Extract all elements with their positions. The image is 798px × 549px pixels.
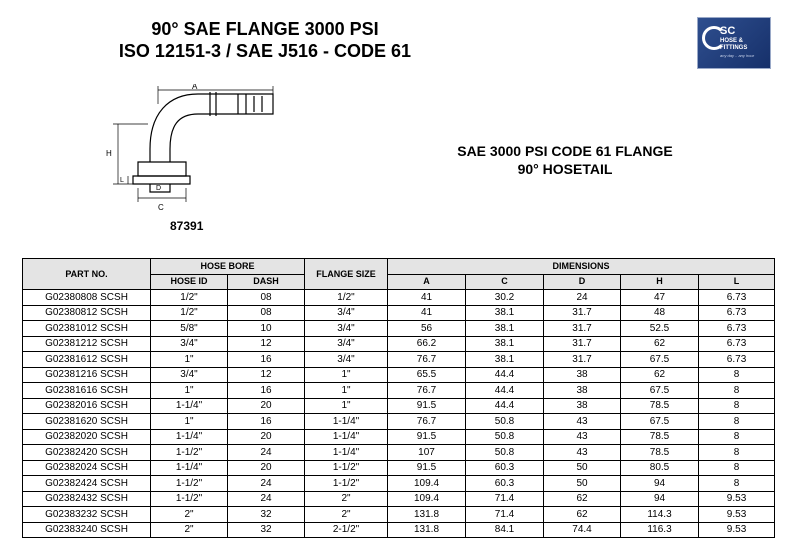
cell-dash: 24 <box>228 491 305 507</box>
cell-dim-d: 62 <box>544 491 621 507</box>
header-a: A <box>388 274 466 290</box>
cell-hose-id: 1-1/2" <box>151 476 228 492</box>
fitting-drawing <box>98 84 298 214</box>
header-flange-size: FLANGE SIZE <box>305 259 388 290</box>
cell-part-no: G02380812 SCSH <box>23 305 151 321</box>
table-row <box>23 414 775 430</box>
cell-dim-d: 62 <box>544 507 621 523</box>
cell-part-no: G02380808 SCSH <box>23 290 151 306</box>
cell-dim-h: 78.5 <box>621 445 699 461</box>
table-row <box>23 321 775 337</box>
cell-dim-c: 60.3 <box>466 460 544 476</box>
cell-part-no: G02381612 SCSH <box>23 352 151 368</box>
cell-dim-c: 60.3 <box>466 476 544 492</box>
cell-part-no: G02382424 SCSH <box>23 476 151 492</box>
cell-dim-h: 52.5 <box>621 321 699 337</box>
header-hose-bore: HOSE BORE <box>151 259 305 275</box>
table-row <box>23 460 775 476</box>
cell-dim-h: 67.5 <box>621 414 699 430</box>
cell-hose-id: 1-1/4" <box>151 460 228 476</box>
cell-hose-id: 1" <box>151 383 228 399</box>
logo-line1: HOSE & <box>720 38 744 44</box>
cell-dim-l: 8 <box>699 460 775 476</box>
cell-dim-a: 41 <box>388 290 466 306</box>
cell-hose-id: 1-1/2" <box>151 445 228 461</box>
cell-dim-d: 50 <box>544 460 621 476</box>
cell-hose-id: 1-1/4" <box>151 429 228 445</box>
label-c: C <box>158 203 164 212</box>
cell-dim-h: 78.5 <box>621 429 699 445</box>
cell-dim-l: 8 <box>699 414 775 430</box>
cell-dash: 20 <box>228 398 305 414</box>
cell-dim-h: 78.5 <box>621 398 699 414</box>
cell-dim-c: 38.1 <box>466 321 544 337</box>
cell-dim-a: 76.7 <box>388 352 466 368</box>
table-row <box>23 398 775 414</box>
cell-part-no: G02382420 SCSH <box>23 445 151 461</box>
logo-line2: FITTINGS <box>720 45 748 51</box>
cell-part-no: G02383240 SCSH <box>23 522 151 538</box>
cell-dash: 16 <box>228 383 305 399</box>
cell-dim-l: 6.73 <box>699 290 775 306</box>
cell-dim-a: 131.8 <box>388 507 466 523</box>
cell-flange-size: 2" <box>305 507 388 523</box>
cell-dim-c: 38.1 <box>466 336 544 352</box>
cell-dim-h: 114.3 <box>621 507 699 523</box>
cell-dim-c: 71.4 <box>466 507 544 523</box>
cell-dim-l: 8 <box>699 367 775 383</box>
table-row <box>23 476 775 492</box>
cell-part-no: G02381620 SCSH <box>23 414 151 430</box>
cell-dim-c: 38.1 <box>466 305 544 321</box>
cell-dim-d: 24 <box>544 290 621 306</box>
cell-hose-id: 1-1/4" <box>151 398 228 414</box>
cell-dim-a: 41 <box>388 305 466 321</box>
cell-dim-c: 84.1 <box>466 522 544 538</box>
cell-dash: 12 <box>228 367 305 383</box>
cell-dim-c: 30.2 <box>466 290 544 306</box>
cell-dash: 08 <box>228 305 305 321</box>
cell-dim-h: 80.5 <box>621 460 699 476</box>
cell-dash: 24 <box>228 445 305 461</box>
cell-flange-size: 2-1/2" <box>305 522 388 538</box>
header-part-no: PART NO. <box>23 259 151 290</box>
header-h: H <box>621 274 699 290</box>
cell-dash: 20 <box>228 460 305 476</box>
cell-flange-size: 1" <box>305 367 388 383</box>
table-row <box>23 290 775 306</box>
cell-dim-d: 38 <box>544 383 621 399</box>
cell-dim-c: 44.4 <box>466 398 544 414</box>
cell-dim-l: 6.73 <box>699 321 775 337</box>
product-subtitle: 90° HOSETAIL <box>517 161 613 177</box>
cell-part-no: G02381216 SCSH <box>23 367 151 383</box>
logo-tagline: any day .. any hour <box>720 53 755 58</box>
header-l: L <box>699 274 775 290</box>
cell-dim-d: 43 <box>544 429 621 445</box>
cell-flange-size: 2" <box>305 491 388 507</box>
cell-flange-size: 3/4" <box>305 336 388 352</box>
cell-dash: 16 <box>228 414 305 430</box>
cell-part-no: G02381616 SCSH <box>23 383 151 399</box>
cell-dim-a: 91.5 <box>388 398 466 414</box>
cell-dim-h: 62 <box>621 336 699 352</box>
cell-flange-size: 1/2" <box>305 290 388 306</box>
cell-dim-l: 8 <box>699 383 775 399</box>
table-row <box>23 507 775 523</box>
cell-dim-c: 50.8 <box>466 414 544 430</box>
cell-dim-l: 8 <box>699 445 775 461</box>
cell-dim-h: 94 <box>621 491 699 507</box>
header-c: C <box>466 274 544 290</box>
cell-dash: 20 <box>228 429 305 445</box>
cell-dim-h: 67.5 <box>621 383 699 399</box>
cell-dim-c: 50.8 <box>466 429 544 445</box>
cell-part-no: G02381212 SCSH <box>23 336 151 352</box>
cell-dim-a: 109.4 <box>388 476 466 492</box>
cell-dim-d: 43 <box>544 414 621 430</box>
cell-dim-c: 44.4 <box>466 383 544 399</box>
cell-flange-size: 1" <box>305 383 388 399</box>
cell-dim-l: 6.73 <box>699 336 775 352</box>
cell-dim-a: 76.7 <box>388 414 466 430</box>
cell-dim-d: 43 <box>544 445 621 461</box>
cell-flange-size: 1-1/4" <box>305 445 388 461</box>
header-dash: DASH <box>228 274 305 290</box>
cell-dim-l: 9.53 <box>699 522 775 538</box>
table-row <box>23 352 775 368</box>
cell-dim-d: 31.7 <box>544 336 621 352</box>
cell-dim-c: 50.8 <box>466 445 544 461</box>
cell-dim-a: 91.5 <box>388 460 466 476</box>
page-subtitle-standard: ISO 12151-3 / SAE J516 - CODE 61 <box>118 41 412 61</box>
table-row <box>23 445 775 461</box>
cell-hose-id: 2" <box>151 507 228 523</box>
cell-flange-size: 1-1/2" <box>305 476 388 492</box>
cell-dim-d: 38 <box>544 367 621 383</box>
cell-dim-l: 9.53 <box>699 491 775 507</box>
header-hose-id: HOSE ID <box>151 274 228 290</box>
cell-dim-l: 6.73 <box>699 305 775 321</box>
cell-flange-size: 3/4" <box>305 321 388 337</box>
cell-flange-size: 1" <box>305 398 388 414</box>
company-logo <box>697 17 771 69</box>
cell-part-no: G02382016 SCSH <box>23 398 151 414</box>
product-title: SAE 3000 PSI CODE 61 FLANGE <box>457 143 673 159</box>
cell-dim-a: 107 <box>388 445 466 461</box>
cell-dash: 16 <box>228 352 305 368</box>
logo-sc: SC <box>720 25 736 37</box>
cell-hose-id: 1-1/2" <box>151 491 228 507</box>
cell-dim-d: 38 <box>544 398 621 414</box>
cell-hose-id: 3/4" <box>151 336 228 352</box>
table-row <box>23 336 775 352</box>
cell-hose-id: 1/2" <box>151 305 228 321</box>
cell-flange-size: 3/4" <box>305 352 388 368</box>
dimensions-table <box>22 258 775 538</box>
cell-dim-a: 109.4 <box>388 491 466 507</box>
label-h: H <box>106 149 112 158</box>
cell-dim-d: 74.4 <box>544 522 621 538</box>
cell-dim-l: 8 <box>699 476 775 492</box>
cell-flange-size: 1-1/2" <box>305 460 388 476</box>
cell-dim-d: 50 <box>544 476 621 492</box>
cell-dash: 08 <box>228 290 305 306</box>
cell-dim-h: 67.5 <box>621 352 699 368</box>
page-title: 90° SAE FLANGE 3000 PSI <box>151 19 379 39</box>
cell-dim-h: 62 <box>621 367 699 383</box>
table-row <box>23 491 775 507</box>
header-dimensions: DIMENSIONS <box>388 259 775 275</box>
header-d: D <box>544 274 621 290</box>
cell-part-no: G02382024 SCSH <box>23 460 151 476</box>
table-body <box>23 290 775 538</box>
cell-dim-h: 48 <box>621 305 699 321</box>
cell-dim-h: 94 <box>621 476 699 492</box>
drawing-part-code: 87391 <box>170 219 204 233</box>
cell-dim-a: 65.5 <box>388 367 466 383</box>
logo-text <box>720 38 747 52</box>
cell-hose-id: 1" <box>151 414 228 430</box>
cell-dim-a: 76.7 <box>388 383 466 399</box>
cell-dim-l: 8 <box>699 429 775 445</box>
cell-hose-id: 5/8" <box>151 321 228 337</box>
cell-dim-c: 44.4 <box>466 367 544 383</box>
cell-part-no: G02382432 SCSH <box>23 491 151 507</box>
label-a: A <box>192 84 198 91</box>
cell-dim-h: 116.3 <box>621 522 699 538</box>
cell-dim-c: 71.4 <box>466 491 544 507</box>
cell-dash: 12 <box>228 336 305 352</box>
cell-dim-h: 47 <box>621 290 699 306</box>
table-header <box>23 259 775 290</box>
cell-part-no: G02381012 SCSH <box>23 321 151 337</box>
table-row <box>23 522 775 538</box>
table-row <box>23 429 775 445</box>
label-d: D <box>156 185 162 192</box>
cell-dim-a: 131.8 <box>388 522 466 538</box>
cell-hose-id: 1/2" <box>151 290 228 306</box>
cell-dim-l: 9.53 <box>699 507 775 523</box>
cell-dim-a: 91.5 <box>388 429 466 445</box>
cell-dim-d: 31.7 <box>544 321 621 337</box>
table-row <box>23 367 775 383</box>
cell-hose-id: 1" <box>151 352 228 368</box>
table-row <box>23 305 775 321</box>
cell-flange-size: 3/4" <box>305 305 388 321</box>
cell-dim-l: 6.73 <box>699 352 775 368</box>
cell-part-no: G02383232 SCSH <box>23 507 151 523</box>
cell-hose-id: 3/4" <box>151 367 228 383</box>
cell-dim-a: 56 <box>388 321 466 337</box>
cell-dim-d: 31.7 <box>544 305 621 321</box>
cell-hose-id: 2" <box>151 522 228 538</box>
cell-dash: 24 <box>228 476 305 492</box>
table-row <box>23 383 775 399</box>
cell-flange-size: 1-1/4" <box>305 414 388 430</box>
cell-dim-l: 8 <box>699 398 775 414</box>
cell-dim-c: 38.1 <box>466 352 544 368</box>
label-l: L <box>120 177 124 184</box>
cell-dash: 32 <box>228 522 305 538</box>
cell-flange-size: 1-1/4" <box>305 429 388 445</box>
cell-part-no: G02382020 SCSH <box>23 429 151 445</box>
cell-dim-a: 66.2 <box>388 336 466 352</box>
cell-dash: 32 <box>228 507 305 523</box>
cell-dim-d: 31.7 <box>544 352 621 368</box>
cell-dash: 10 <box>228 321 305 337</box>
